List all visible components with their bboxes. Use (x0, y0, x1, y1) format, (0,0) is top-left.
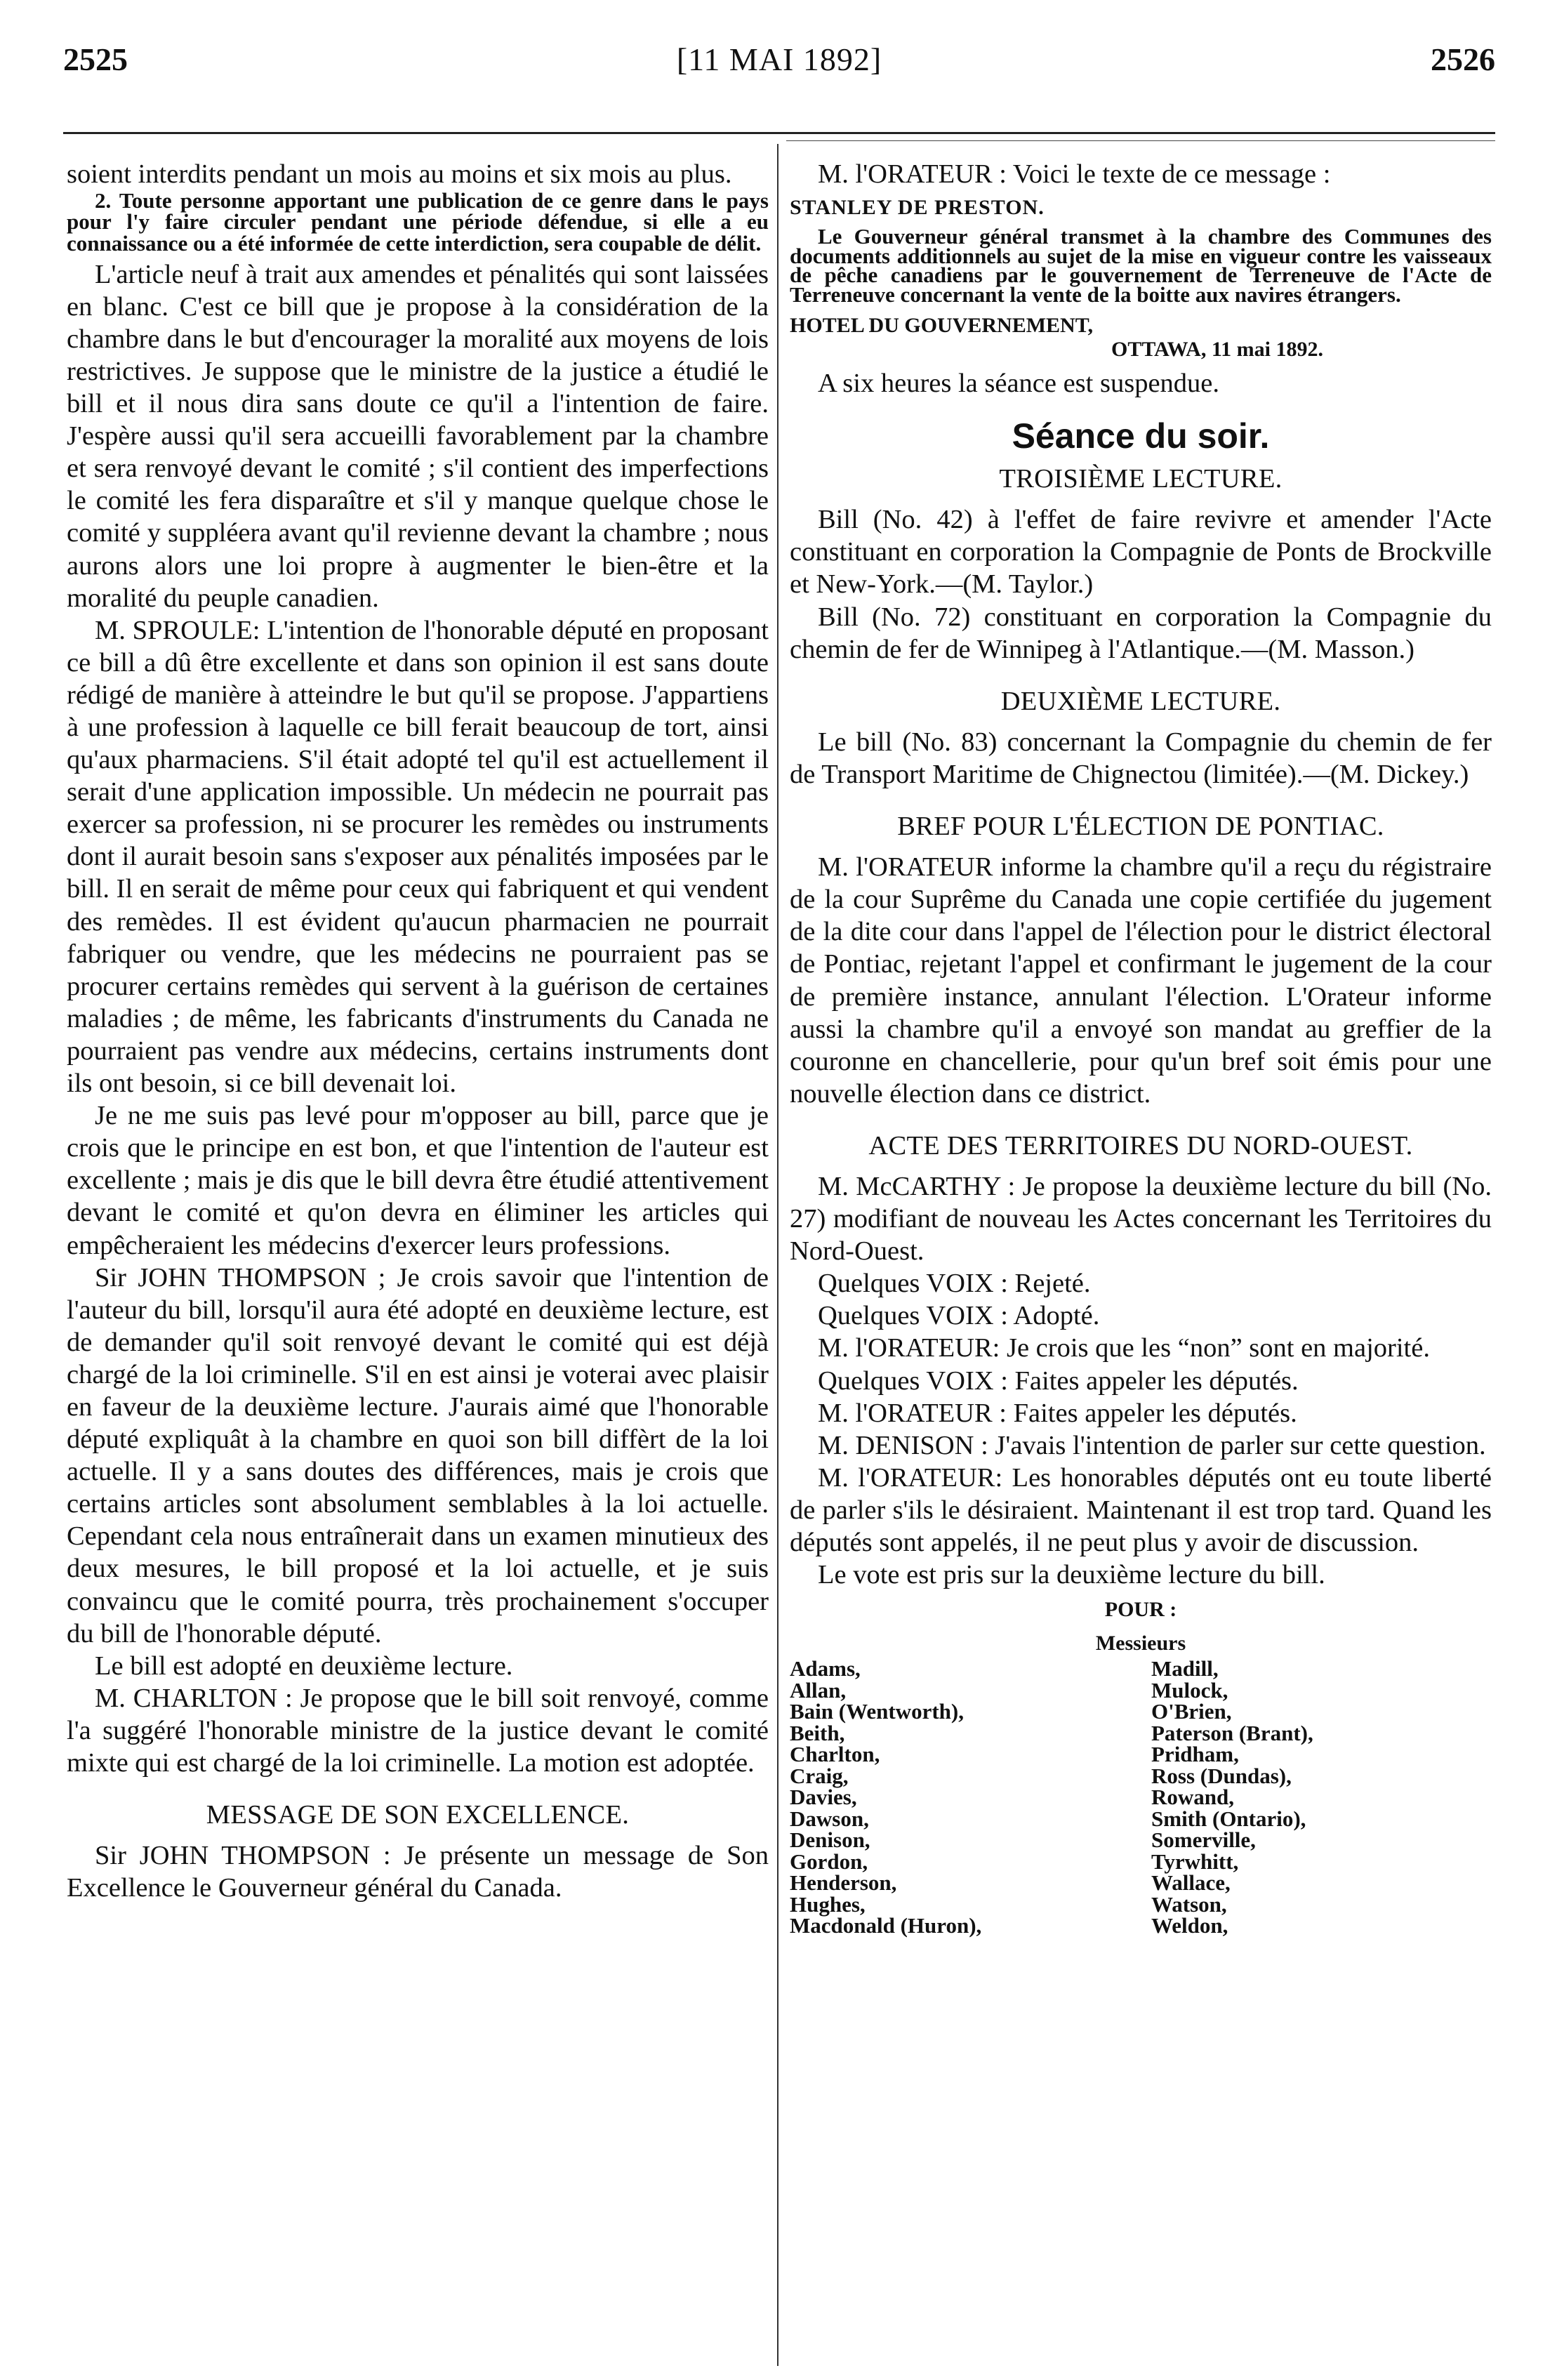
vote-name: Bain (Wentworth), (790, 1699, 964, 1724)
left-paragraph-1: soient interdits pendant un mois au moins et six mois au plus. (67, 159, 732, 189)
right-paragraph-14: M. DENISON : J'avais l'intention de parler sur cette question. (818, 1430, 1486, 1460)
right-paragraph-4: Bill (No. 42) à l'effet de faire revivre et amender l'Acte constituant en corporation la Compagnie de Ponts de Brockville et New-York.—(M. Taylor.) (790, 505, 1492, 600)
vote-name: Wallace, (1151, 1870, 1231, 1896)
left-paragraph-6: Sir JOHN THOMPSON ; Je crois savoir que l'intention de l'auteur du bill, lorsqu'il aura été adopté en deuxième lecture, est de demander qu'il soit renvoyé devant le comité qui est déjà chargé de la loi criminelle. S'il en est ainsi je voterai avec plaisir en faveur de la deuxième lecture. J'aurais aimé que l'honorable député expliquât à la chambre en quoi son bill diffèrt de la loi actuelle. Il y a sans doutes des différences, mais je crois que certains articles sont absolument semblables à la loi actuelle. Cependant cela nous entraînerait dans un examen minutieux des deux mesures, le bill proposé et la loi actuelle, et je suis convaincu que le comité pourra, très prochainement s'occuper du bill de l'honorable député. (67, 1262, 769, 1648)
left-paragraph-9: Sir JOHN THOMPSON : Je présente un message de Son Excellence le Gouverneur général du Canada. (67, 1841, 769, 1903)
heading-bref: BREF POUR L'ÉLECTION DE PONTIAC. (897, 812, 1384, 842)
left-paragraph-7: Le bill est adopté en deuxième lecture. (95, 1651, 513, 1681)
vote-name: Paterson (Brant), (1151, 1720, 1313, 1745)
right-paragraph-3: A six heures la séance est suspendue. (818, 369, 1219, 399)
vote-name: Pridham, (1151, 1742, 1239, 1767)
names-left-column (790, 1658, 1130, 1937)
vote-name: Madill, (1151, 1656, 1219, 1681)
names-right-column (1130, 1658, 1492, 1937)
vote-name: Dawson, (790, 1806, 869, 1831)
right-paragraph-9: Quelques VOIX : Rejeté. (818, 1269, 1091, 1299)
vote-name: Charlton, (790, 1742, 880, 1767)
right-paragraph-6: Le bill (No. 83) concernant la Compagnie du chemin de fer de Transport Maritime de Chignectou (limitée).—(M. Dickey.) (790, 727, 1492, 789)
left-paragraph-5: Je ne me suis pas levé pour m'opposer au bill, parce que je crois que le principe en est bon, et que l'intention de l'auteur est excellente ; mais je dis que le bill devra être étudié attentivement devant le comité et qu'on devra en éliminer les articles qui empêcheraient les médecins d'exercer leurs professions. (67, 1101, 769, 1260)
right-paragraph-15: M. l'ORATEUR: Les honorables députés ont eu toute liberté de parler s'ils le désiraient. Maintenant il est trop tard. Quand les députés sont appelés, il ne peut plus y avoir de discussion. (790, 1462, 1492, 1557)
right-paragraph-12: Quelques VOIX : Faites appeler les députés. (818, 1366, 1299, 1396)
vote-name: O'Brien, (1151, 1699, 1232, 1724)
page-header (63, 41, 1495, 90)
signature: STANLEY DE PRESTON. (790, 196, 1045, 220)
heading-troisieme: TROISIÈME LECTURE. (999, 464, 1283, 494)
right-paragraph-10: Quelques VOIX : Adopté. (818, 1301, 1100, 1331)
page-number-left: 2525 (63, 41, 128, 77)
vote-name: Davies, (790, 1785, 857, 1810)
vote-name: Gordon, (790, 1849, 868, 1874)
vote-name: Beith, (790, 1720, 845, 1745)
vote-name: Allan, (790, 1677, 847, 1703)
header-rule-secondary (786, 140, 1495, 141)
right-paragraph-1: M. l'ORATEUR : Voici le texte de ce message : (818, 159, 1331, 189)
vote-name-list (790, 1658, 1492, 1937)
page-number-right: 2526 (1431, 41, 1495, 77)
right-paragraph-8: M. McCARTHY : Je propose la deuxième lecture du bill (No. 27) modifiant de nouveau les Actes concernant les Territoires du Nord-Ouest. (790, 1171, 1492, 1267)
vote-name: Hughes, (790, 1891, 866, 1917)
left-column (67, 158, 769, 1904)
page-date: [11 MAI 1892] (676, 41, 882, 77)
vote-name: Henderson, (790, 1870, 897, 1896)
vote-name: Watson, (1151, 1891, 1227, 1917)
vote-name: Macdonald (Huron), (790, 1913, 982, 1938)
right-paragraph-11: M. l'ORATEUR: Je crois que les “non” sont en majorité. (818, 1333, 1430, 1363)
vote-name: Weldon, (1151, 1913, 1228, 1938)
left-paragraph-2: 2. Toute personne apportant une publication de ce genre dans le pays pour l'y faire circuler pendant une période défendue, si elle a eu connaissance ou a été informée de cette interdiction, sera coupable de délit. (67, 188, 769, 256)
right-column (790, 158, 1492, 1937)
vote-messieurs-label: Messieurs (1095, 1632, 1186, 1655)
vote-name: Rowand, (1151, 1785, 1235, 1810)
right-paragraph-5: Bill (No. 72) constituant en corporation la Compagnie du chemin de fer de Winnipeg à l'Atlantique.—(M. Masson.) (790, 602, 1492, 664)
vote-name: Craig, (790, 1763, 849, 1788)
address-line-1: HOTEL DU GOUVERNEMENT, (790, 314, 1093, 338)
vote-name: Ross (Dundas), (1151, 1763, 1292, 1788)
left-paragraph-3: L'article neuf à trait aux amendes et pénalités qui sont laissées en blanc. C'est ce bill que je propose à la considération de la chambre dans le but d'encourager la moralité aux moyens de lois restrictives. Je suppose que le ministre de la justice a étudié le bill et il nous dira sans doute ce qu'il a l'intention de faire. J'espère aussi qu'il sera accueilli favorablement par la chambre et sera renvoyé devant le comité ; s'il contient des imperfections le comité les fera disparaître et s'il y manque quelque chose le comité y suppléera avant qu'il revienne devant la chambre ; nous aurons alors une loi propre à augmenter le bien-être et la moralité du peuple canadien. (67, 259, 769, 613)
heading-seance: Séance du soir. (1012, 416, 1270, 456)
column-divider (777, 144, 778, 2366)
heading-deuxieme: DEUXIÈME LECTURE. (1000, 686, 1281, 716)
heading-message: MESSAGE DE SON EXCELLENCE. (206, 1800, 630, 1830)
left-paragraph-8: M. CHARLTON : Je propose que le bill soit renvoyé, comme l'a suggéré l'honorable ministre de la justice devant le comité mixte qui est chargé de la loi criminelle. La motion est adoptée. (67, 1683, 769, 1778)
vote-name: Somerville, (1151, 1827, 1256, 1853)
vote-name: Mulock, (1151, 1677, 1228, 1703)
heading-acte: ACTE DES TERRITOIRES DU NORD-OUEST. (868, 1130, 1413, 1161)
right-paragraph-13: M. l'ORATEUR : Faites appeler les députés. (818, 1398, 1297, 1428)
vote-name: Tyrwhitt, (1151, 1849, 1239, 1874)
right-paragraph-7: M. l'ORATEUR informe la chambre qu'il a reçu du régistraire de la cour Suprême du Canada une copie certifiée du jugement de la dite cour dans l'appel de l'élection pour le district électoral de Pontiac, rejetant l'appel et confirmant le jugement de la cour de première instance, annulant l'élection. L'Orateur informe aussi la chambre qu'il a envoyé son mandat au greffier de la couronne en chancellerie, pour qu'un bref soit émis pour une nouvelle élection dans ce district. (790, 852, 1492, 1109)
left-paragraph-4: M. SPROULE: L'intention de l'honorable député en proposant ce bill a dû être excellente et dans son opinion il est sans doute rédigé de manière à atteindre le but qu'il se propose. J'appartiens à une profession à laquelle ce bill ferait beaucoup de tort, ainsi qu'aux pharmaciens. S'il était adopté tel qu'il est actuellement il serait d'une application impossible. Un médecin ne pourrait pas exercer sa profession, ni se procurer les remèdes ou instruments dont il aurait besoin sans s'exposer aux pénalités imposées par le bill. Il en serait de même pour ceux qui fabriquent et qui vendent des remèdes. Il est évident qu'aucun pharmacien ne pourrait fabriquer ou vendre, que les médecins ne pourraient pas se procurer certains remèdes qui servent à la guérison de certaines maladies ; de même, les fabricants d'instruments du Canada ne pourraient pas vendre aux médecins, certains instruments dont ils ont besoin, si ce bill devenait loi. (67, 615, 769, 1099)
address-line-2: OTTAWA, 11 mai 1892. (1111, 338, 1323, 362)
vote-name: Adams, (790, 1656, 861, 1681)
right-paragraph-2: Le Gouverneur général transmet à la chambre des Communes des documents additionnels au sujet de la mise en vigueur contre les vaisseaux de pêche canadiens par le gouvernement de Terreneuve de l'Acte de Terreneuve concernant la vente de la boitte aux navires étrangers. (790, 224, 1492, 307)
vote-pour-label: POUR : (1104, 1598, 1177, 1622)
header-rule (63, 132, 1495, 134)
vote-name: Smith (Ontario), (1151, 1806, 1306, 1831)
vote-name: Denison, (790, 1827, 870, 1853)
right-paragraph-16: Le vote est pris sur la deuxième lecture du bill. (818, 1560, 1325, 1590)
